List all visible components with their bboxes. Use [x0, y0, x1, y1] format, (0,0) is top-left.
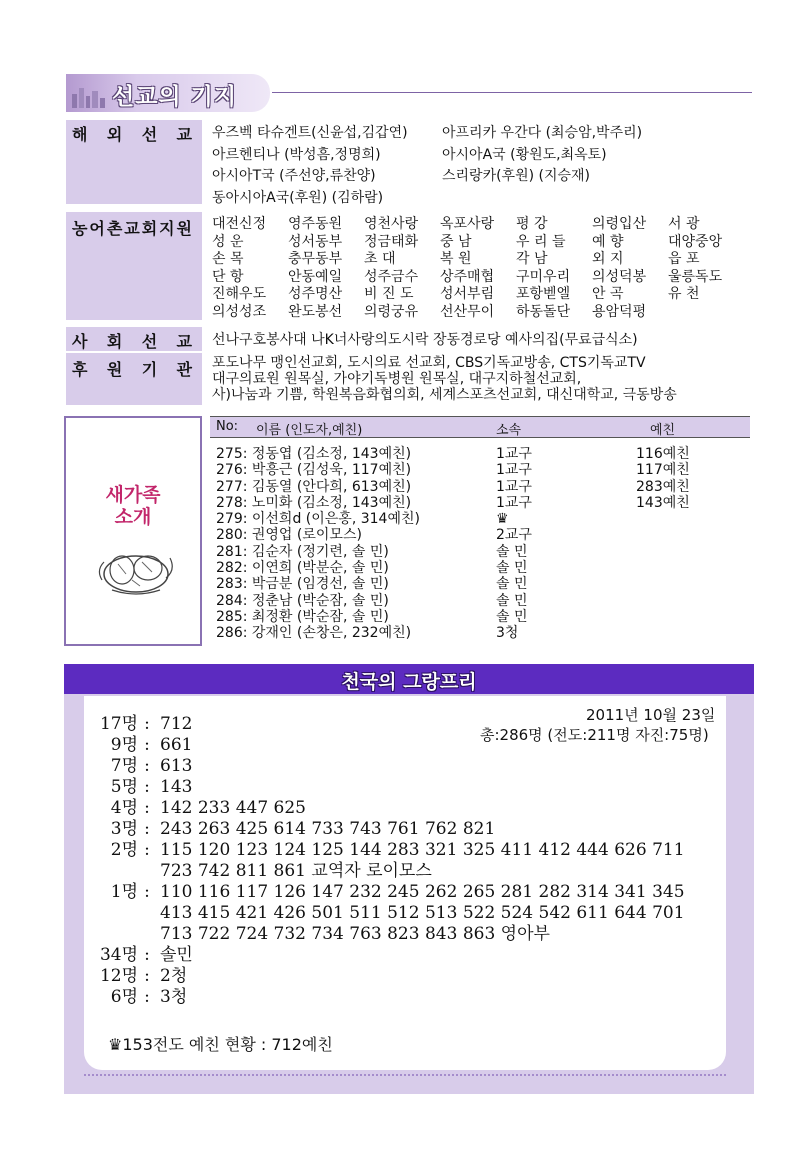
member-group: 솔 민: [496, 576, 528, 593]
rural-church: 상주매협: [440, 268, 495, 285]
ranking-count: 34명: [99, 945, 138, 965]
rural-church: 외 지: [592, 251, 624, 267]
ranking-line: [94, 819, 685, 840]
new-family-row: [216, 544, 746, 560]
member-entry: 280: 권영업 (로이모스): [216, 527, 362, 544]
rural-church: 대전신정: [212, 216, 267, 232]
member-entry: 286: 강재인 (손창은, 232예친): [216, 625, 412, 642]
member-entry: 281: 김순자 (정기련, 솔 민): [216, 543, 389, 560]
ranking-count: 17명: [99, 714, 138, 734]
rural-church: 평 강: [516, 216, 548, 232]
dotted-border: [84, 1068, 726, 1076]
ranking-line: [94, 798, 685, 819]
ranking-line: [94, 945, 685, 966]
ranking-values: 143: [160, 777, 193, 797]
ranking-colon: :: [144, 714, 150, 734]
ranking-count: 9명: [110, 735, 138, 755]
member-entry: 279: 이선희d (이은홍, 314예친): [216, 511, 420, 528]
grand-prix-total: 총:286명 (전도:211명 자진:75명): [480, 726, 709, 744]
new-family-row: [216, 609, 746, 625]
rural-church: 영천사랑: [364, 216, 419, 232]
rural-row: [212, 269, 742, 287]
category-label-overseas: 해 외 선 교: [72, 125, 192, 144]
ranking-count: 12명: [99, 966, 138, 986]
member-group: 3청: [496, 625, 519, 642]
overseas-item: 동아시아A국(후원) (김하람): [212, 190, 384, 206]
rural-church: 초 대: [364, 251, 396, 267]
ranking-count: 1명: [110, 882, 138, 902]
ranking-line: [94, 840, 685, 861]
new-family-row: [216, 479, 746, 495]
rural-church: [668, 304, 732, 322]
rural-row: [212, 251, 742, 269]
rural-church: 구미우리: [516, 268, 571, 285]
ranking-values: 712: [160, 714, 193, 734]
rural-church: 복 원: [440, 251, 472, 267]
ranking-line: [94, 924, 685, 945]
crown-icon: ♛: [108, 1035, 123, 1054]
member-group: 1교구: [496, 494, 532, 511]
new-family-row: [216, 576, 746, 592]
member-entry: 277: 김동열 (안다희, 613예친): [216, 478, 412, 495]
rural-church: 유 천: [668, 286, 700, 302]
header-no: No:: [216, 419, 239, 434]
new-family-row: [216, 625, 746, 641]
overseas-item: 우즈벡 타슈겐트(신윤섭,김갑연): [212, 125, 408, 141]
social-mission-list: 선나구호봉사대 나K너사랑의도시락 장동경로당 예사의집(무료급식소): [212, 332, 638, 348]
member-group: 솔 민: [496, 608, 528, 625]
rural-church: 영주동원: [288, 216, 343, 232]
rural-church: 의령입산: [592, 216, 647, 232]
new-family-list: [216, 446, 746, 642]
ranking-values: 723 742 811 861 교역자 로이모스: [160, 861, 432, 881]
rural-row: [212, 216, 742, 234]
ranking-line: [94, 735, 685, 756]
rural-church: 하동돌단: [516, 303, 571, 320]
overseas-item: 아프리카 우간다 (최승암,박주리): [442, 125, 643, 141]
rural-church: 성주명산: [288, 286, 343, 302]
ranking-line: [94, 903, 685, 924]
header-cell: 예친: [650, 423, 676, 438]
member-cell: 283예친: [636, 478, 690, 495]
ranking-colon: :: [144, 819, 150, 839]
ranking-values: 솔민: [160, 945, 193, 965]
member-entry: 282: 이연희 (박분순, 솔 민): [216, 560, 389, 577]
ranking-colon: :: [144, 756, 150, 776]
rural-church: 완도봉선: [288, 303, 343, 320]
city-skyline-icon: [70, 84, 110, 108]
ranking-values: 243 263 425 614 733 743 761 762 821: [160, 819, 496, 839]
ranking-line: [94, 987, 685, 1008]
ranking-count: 7명: [110, 756, 138, 776]
rural-church: 비 진 도: [364, 286, 414, 302]
new-family-title: 새가족 소개: [105, 484, 161, 528]
rural-church: 의령궁유: [364, 303, 419, 320]
new-family-row: [216, 560, 746, 576]
rural-church: 선산무이: [440, 303, 495, 320]
new-family-row: [216, 527, 746, 543]
new-family-row: [216, 462, 746, 478]
ranking-line: [94, 882, 685, 903]
overseas-item: 아르헨티나 (박성흠,정명희): [212, 147, 381, 163]
ranking-values: 110 116 117 126 147 232 245 262 265 281 282 314 341 345: [160, 882, 685, 902]
ranking-line: [94, 777, 685, 798]
ranking-colon: :: [144, 777, 150, 797]
rural-church: 성서동부: [288, 233, 343, 250]
member-entry: 285: 최정환 (박순잠, 솔 민): [216, 608, 389, 625]
member-group: 솔 민: [496, 592, 528, 609]
new-family-row: [216, 593, 746, 609]
ranking-colon: :: [144, 987, 150, 1007]
ranking-line: [94, 861, 685, 882]
rural-church: 중 남: [440, 233, 472, 250]
new-family-row: [216, 495, 746, 511]
header-divider: [272, 92, 752, 93]
rural-church: 읍 포: [668, 251, 700, 267]
ranking-values: 661: [160, 735, 193, 755]
rural-church: 각 남: [516, 251, 548, 267]
section-title: 선교의 기지: [112, 84, 238, 110]
rural-church: 진해우도: [212, 286, 267, 302]
rural-row: [212, 286, 742, 304]
ranking-values: 613: [160, 756, 193, 776]
rural-church: 성주금수: [364, 268, 419, 285]
overseas-item: 아시아A국 (황원도,최옥토): [442, 147, 607, 163]
member-cell: 116예친: [636, 446, 690, 462]
ranking-count: 2명: [110, 840, 138, 860]
ranking-values: 413 415 421 426 501 511 512 513 522 524 542 611 644 701: [160, 903, 685, 923]
category-label-rural: 농 어 촌 교 회 지 원: [72, 219, 192, 238]
ranking-colon: :: [144, 798, 150, 818]
rural-row: [212, 304, 742, 322]
member-entry: 283: 박금분 (임경선, 솔 민): [216, 576, 389, 593]
ranking-colon: :: [144, 945, 150, 965]
rural-church: 안 곡: [592, 286, 624, 302]
overseas-item: 아시아T국 (주선양,류찬양): [212, 168, 376, 184]
grand-prix-rankings: [94, 714, 685, 1008]
ranking-count: 4명: [110, 798, 138, 818]
rural-church: 울릉독도: [668, 268, 723, 285]
rural-church: 예 향: [592, 233, 624, 250]
new-family-row: [216, 511, 746, 527]
rural-church-list: [212, 216, 742, 321]
member-group: 1교구: [496, 446, 532, 462]
ranking-count: 5명: [110, 777, 138, 797]
member-group: 1교구: [496, 462, 532, 479]
sponsor-list: [212, 355, 677, 403]
ranking-values: 142 233 447 625: [160, 798, 307, 818]
new-family-row: [216, 446, 746, 462]
ranking-values: 713 722 724 732 734 763 823 843 863 영아부: [160, 924, 550, 944]
ranking-colon: :: [144, 966, 150, 986]
rural-church: 성서부림: [440, 286, 495, 302]
welcome-illustration-icon: [92, 540, 180, 600]
rural-church: 충무동부: [288, 251, 343, 267]
ranking-line: [94, 714, 685, 735]
member-entry: 276: 박흥근 (김성욱, 117예친): [216, 462, 412, 479]
sponsor-line: 포도나무 맹인선교회, 도시의료 선교회, CBS기독교방송, CTS기독교TV: [212, 355, 646, 371]
member-group: 솔 민: [496, 560, 528, 577]
grand-prix-footer: ♛153전도 예친 현황 : 712예친: [108, 1035, 333, 1054]
grand-prix-title: 천국의 그랑프리: [341, 671, 477, 693]
rural-church: 서 광: [668, 216, 700, 232]
ranking-count: 3명: [110, 819, 138, 839]
rural-church: 안동예일: [288, 268, 343, 285]
member-group: ♛: [496, 511, 509, 528]
member-entry: 275: 정동엽 (김소정, 143예친): [216, 446, 412, 462]
ranking-count: 6명: [110, 987, 138, 1007]
rural-row: [212, 234, 742, 252]
ranking-values: 3청: [160, 987, 188, 1007]
member-cell: 117예친: [636, 462, 690, 479]
member-group: 솔 민: [496, 543, 528, 560]
rural-church: 정금태화: [364, 233, 419, 250]
ranking-colon: :: [144, 735, 150, 755]
member-cell: 143예친: [636, 494, 690, 511]
member-entry: 284: 정춘남 (박순잠, 솔 민): [216, 592, 389, 609]
rural-church: 대양중앙: [668, 233, 723, 250]
rural-church: 손 목: [212, 251, 244, 267]
member-group: 1교구: [496, 478, 532, 495]
grand-prix-date: 2011년 10월 23일: [586, 706, 716, 724]
category-label-social: 사 회 선 교: [72, 332, 192, 351]
ranking-values: 2청: [160, 966, 188, 986]
sponsor-line: 사)나눔과 기쁨, 학원복음화협의회, 세계스포츠선교회, 대신대학교, 극동방송: [212, 387, 677, 403]
member-entry: 278: 노미화 (김소정, 143예친): [216, 494, 412, 511]
ranking-colon: :: [144, 882, 150, 902]
overseas-item: 스리랑카(후원) (지승재): [442, 168, 591, 184]
sponsor-line: 대구의료원 원목실, 가야기독병원 원목실, 대구지하철선교회,: [212, 371, 582, 387]
rural-church: 용암덕평: [592, 303, 647, 320]
rural-church: 옥포사랑: [440, 216, 495, 232]
header-group: 소속: [496, 423, 522, 438]
ranking-values: 115 120 123 124 125 144 283 321 325 411 412 444 626 711: [160, 840, 685, 860]
rural-church: 단 항: [212, 268, 244, 285]
new-family-box: [64, 416, 202, 646]
rural-church: 우 리 들: [516, 233, 566, 250]
ranking-colon: :: [144, 840, 150, 860]
ranking-line: [94, 966, 685, 987]
member-group: 2교구: [496, 527, 532, 544]
rural-church: 의성덕봉: [592, 268, 647, 285]
header-name: 이름 (인도자,예친): [256, 423, 363, 438]
rural-church: 의성성조: [212, 303, 267, 320]
ranking-line: [94, 756, 685, 777]
rural-church: 성 운: [212, 233, 244, 250]
rural-church: 포항벧엘: [516, 286, 571, 302]
category-label-sponsors: 후 원 기 관: [72, 360, 192, 379]
